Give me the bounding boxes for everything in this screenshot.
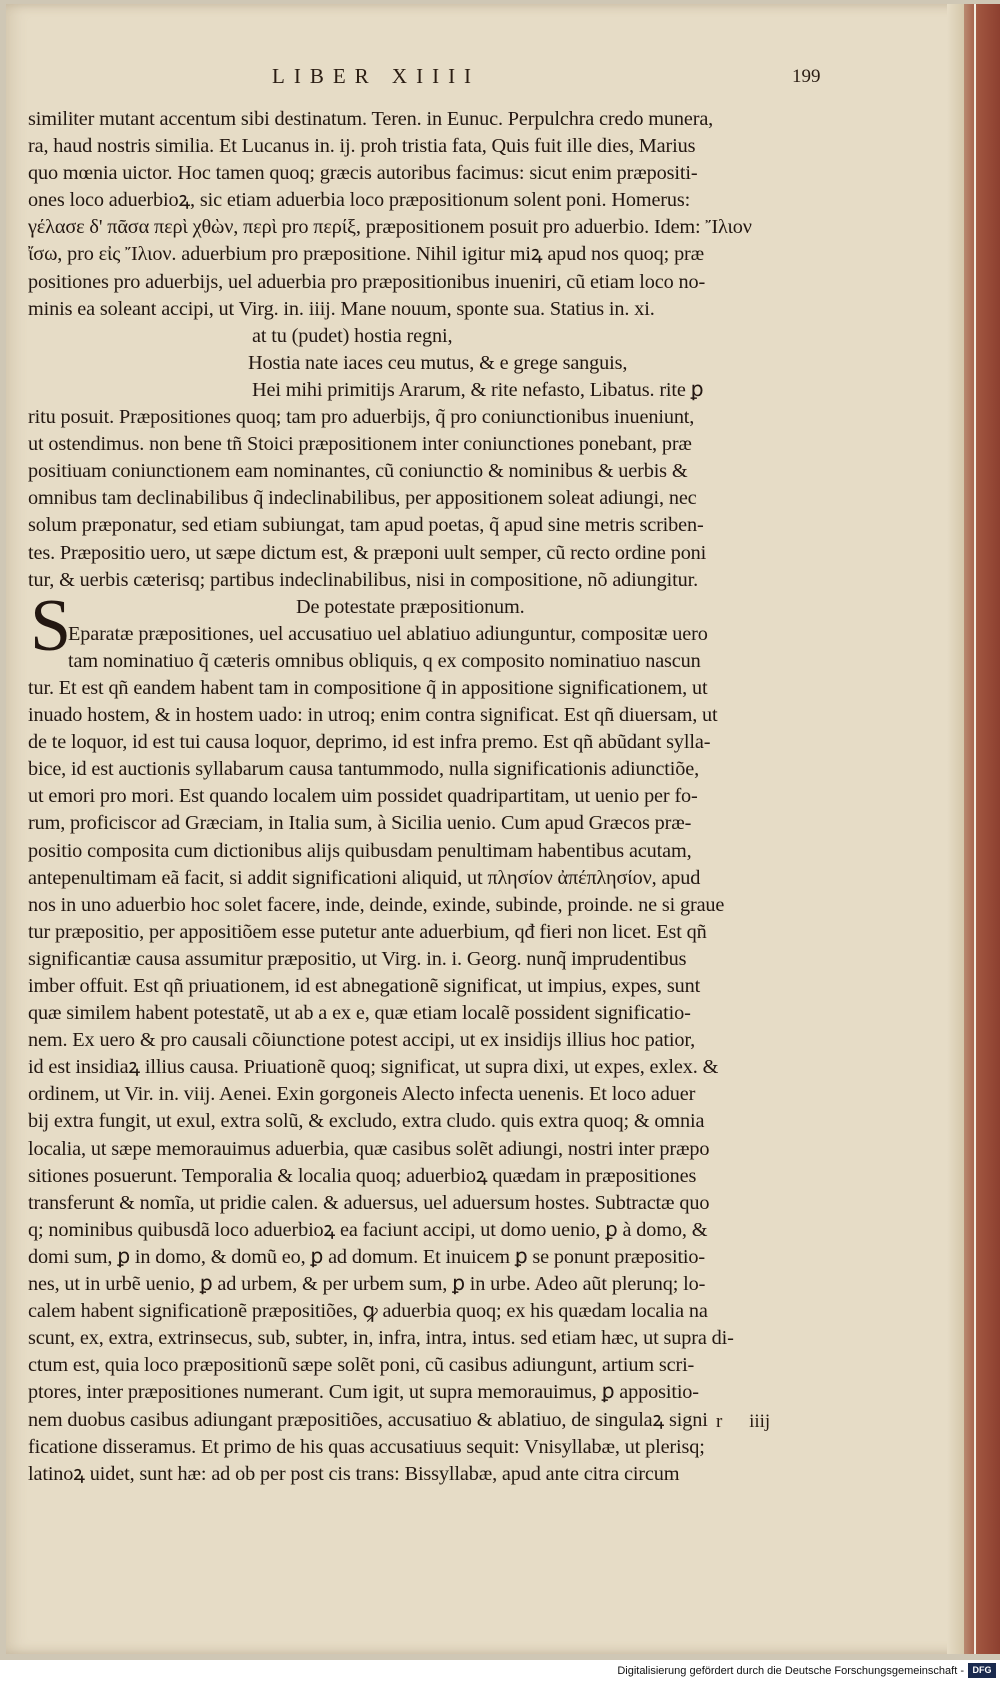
book-edge-highlight xyxy=(974,4,976,1654)
text-line: nes, ut in urbẽ uenio, ꝑ ad urbem, & per urbem sum, ꝑ in urbe. Adeo aũt plerunq; lo- xyxy=(28,1273,706,1296)
signature-mark: r iiij xyxy=(716,1411,771,1432)
text-line: ritu posuit. Præpositiones quoq; tam pro aduerbijs, q̃ pro coniunctionibus inueniunt, xyxy=(28,406,695,429)
text-line: ἴσω, pro εἰς Ἴλιον. aduerbium pro præpositione. Nihil igitur miꝝ apud nos quoq; præ xyxy=(28,243,705,266)
page-gutter-shadow xyxy=(947,4,964,1654)
text-line: bice, id est auctionis syllabarum causa tantummodo, nulla significationis adiunctiõe, xyxy=(28,758,700,781)
text-line: id est insidiaꝝ illius causa. Priuationẽ quoq; significat, ut supra dixi, ut expes, exlex. & xyxy=(28,1056,719,1079)
text-line: significantiæ causa assumitur præpositio, ut Virg. in. i. Georg. nunq̃ imprudentibus xyxy=(28,947,687,970)
drop-cap-initial: S xyxy=(30,585,72,667)
text-line: quæ similem habent potestatẽ, ut ab a ex e, quæ etiam localẽ possident significatio- xyxy=(28,1002,691,1025)
text-line: tur, & uerbis cæterisq; partibus indeclinabilibus, nisi in compositione, nõ adiungitur. xyxy=(28,568,698,591)
text-line: inuado hostem, & in hostem uado: in utroq; enim contra significat. Est qñ diuersam, ut xyxy=(28,704,718,727)
folio-number: 199 xyxy=(792,66,821,87)
text-line: scunt, ex, extra, extrinsecus, sub, subter, in, infra, intra, intus. sed etiam hæc, ut supra di- xyxy=(28,1327,734,1350)
footer-credit: Digitalisierung gefördert durch die Deutsche Forschungsgemeinschaft - xyxy=(617,1665,964,1677)
text-line: ut ostendimus. non bene tñ Stoici præpositionem inter coniunctiones ponebant, præ xyxy=(28,433,692,456)
text-line: ones loco aduerbioꝝ, sic etiam aduerbia loco præpositionum solent poni. Homerus: xyxy=(28,189,691,212)
text-line: transferunt & nomĩa, ut pridie calen. & aduersus, uel aduersum hostes. Subtractæ quo xyxy=(28,1191,710,1214)
section-heading: De potestate præpositionum. xyxy=(296,595,525,618)
text-line: omnibus tam declinabilibus q̃ indeclinabilibus, per appositionem soleat adiungi, nec xyxy=(28,487,697,510)
text-line: ficatione disseramus. Et primo de his quas accusatiuus sequit: Vnisyllabæ, ut plerisq; xyxy=(28,1435,705,1458)
text-line: de te loquor, id est tui causa loquor, deprimo, id est infra premo. Est qñ abũdant sylla- xyxy=(28,731,711,754)
book-edge xyxy=(964,4,1000,1654)
running-head: LIBER XIIII xyxy=(272,64,481,88)
text-line: similiter mutant accentum sibi destinatum. Teren. in Eunuc. Perpulchra credo munera, xyxy=(28,108,714,130)
text-line: localia, ut sæpe memorauimus aduerbia, quæ casibus solẽt adiungi, nostri inter præpo xyxy=(28,1137,710,1160)
text-line: ut emori pro mori. Est quando localem uim possidet quadripartitam, ut uenio per fo- xyxy=(28,785,698,808)
text-line: positiones pro aduerbijs, uel aduerbia pro præpositionibus inueniri, cũ etiam loco no- xyxy=(28,270,706,293)
verse-line: Hei mihi primitijs Ararum, & rite nefasto, Libatus. rite ꝑ xyxy=(252,378,704,401)
text-line: bij extra fungit, ut exul, extra solũ, & excludo, extra cludo. quis extra quoq; & omnia xyxy=(28,1110,705,1133)
text-line: γέλασε δ' πᾶσα περὶ χθὼν, περὶ pro περίξ, præpositionem posuit pro aduerbio. Idem: Ἴλιον xyxy=(28,216,752,239)
digitization-footer xyxy=(0,1660,1000,1685)
text-line: solum præponatur, sed etiam subiungat, tam apud poetas, q̃ apud sine metris scriben- xyxy=(28,514,704,537)
text-line: tur præpositio, per appositiõem esse putetur ante aduerbium, qđ fieri non licet. Est qñ xyxy=(28,920,707,943)
text-line: sitiones posuerunt. Temporalia & localia quoq; aduerbioꝝ quædam in præpositiones xyxy=(28,1164,697,1187)
text-line: ctum est, quia loco præpositionũ sæpe solẽt poni, cũ casibus adiungunt, artium scri- xyxy=(28,1354,695,1377)
verse-line: at tu (pudet) hostia regni, xyxy=(252,324,453,347)
page-header xyxy=(0,60,964,90)
dfg-logo-icon: DFG xyxy=(968,1663,996,1678)
text-line: positio composita cum dictionibus alijs quibusdam penultimam habentibus acutam, xyxy=(28,839,692,862)
text-line: Eparatæ præpositiones, uel accusatiuo uel ablatiuo adiunguntur, compositæ uero xyxy=(68,622,708,645)
text-line: ordinem, ut Vir. in. viij. Aenei. Exin gorgoneis Alecto infecta uenenis. Et loco aduer xyxy=(28,1083,696,1106)
text-line: nos in uno aduerbio hoc solet facere, inde, deinde, exinde, subinde, proinde. ne si graue xyxy=(28,893,725,916)
text-line: q; nominibus quibusdã loco aduerbioꝝ ea faciunt accipi, ut domo uenio, ꝑ à domo, & xyxy=(28,1218,708,1241)
text-line: rum, proficiscor ad Græciam, in Italia sum, à Sicilia uenio. Cum apud Græcos præ- xyxy=(28,812,692,835)
text-line: antepenultimam eã facit, si addit significationi aliquid, ut πλησίον ἀπέπλησίον, apud xyxy=(28,866,701,889)
text-line: ra, haud nostris similia. Et Lucanus in. ij. proh tristia fata, Quis fuit ille dies, Marius xyxy=(28,135,696,158)
text-line: tes. Præpositio uero, ut sæpe dictum est, & præponi uult semper, cũ recto ordine poni xyxy=(28,541,707,564)
text-line: ptores, inter præpositiones numerant. Cum igit, ut supra memorauimus, ꝑ appositio- xyxy=(28,1381,699,1404)
text-line: quo mœnia uictor. Hoc tamen quoq; græcis autoribus facimus: sicut enim præpositi- xyxy=(28,162,698,185)
text-line: tur. Et est qñ eandem habent tam in compositione q̃ in appositione significationem, ut xyxy=(28,676,708,699)
verse-line: Hostia nate iaces ceu mutus, & e grege sanguis, xyxy=(248,351,628,374)
text-line: nem. Ex uero & pro causali cõiunctione potest accipi, ut ex insidijs illius hoc patior, xyxy=(28,1029,696,1052)
text-line: minis ea soleant accipi, ut Virg. in. iiij. Mane nouum, sponte sua. Statius in. xi. xyxy=(28,297,655,320)
page-body-text xyxy=(28,106,828,1488)
text-line: imber offuit. Est qñ priuationem, id est abnegationẽ significat, ut impius, expes, sunt xyxy=(28,975,701,997)
text-line: latinoꝝ uidet, sunt hæ: ad ob per post cis trans: Bissyllabæ, apud ante citra circum xyxy=(28,1462,680,1485)
text-line: tam nominatiuo q̃ cæteris omnibus obliquis, q ex composito nominatiuo nascun xyxy=(68,649,701,672)
text-line: positiuam coniunctionem eam nominantes, cũ coniunctio & nominibus & uerbis & xyxy=(28,460,688,483)
text-line: domi sum, ꝑ in domo, & domũ eo, ꝑ ad domum. Et inuicem ꝑ se ponunt præpositio- xyxy=(28,1245,706,1268)
text-line: nem duobus casibus adiungant præpositiões, accusatiuo & ablatiuo, de singulaꝝ signi xyxy=(28,1408,708,1431)
text-line: calem habent significationẽ præpositiões, ꝙ aduerbia quoq; ex his quædam localia na xyxy=(28,1300,708,1323)
